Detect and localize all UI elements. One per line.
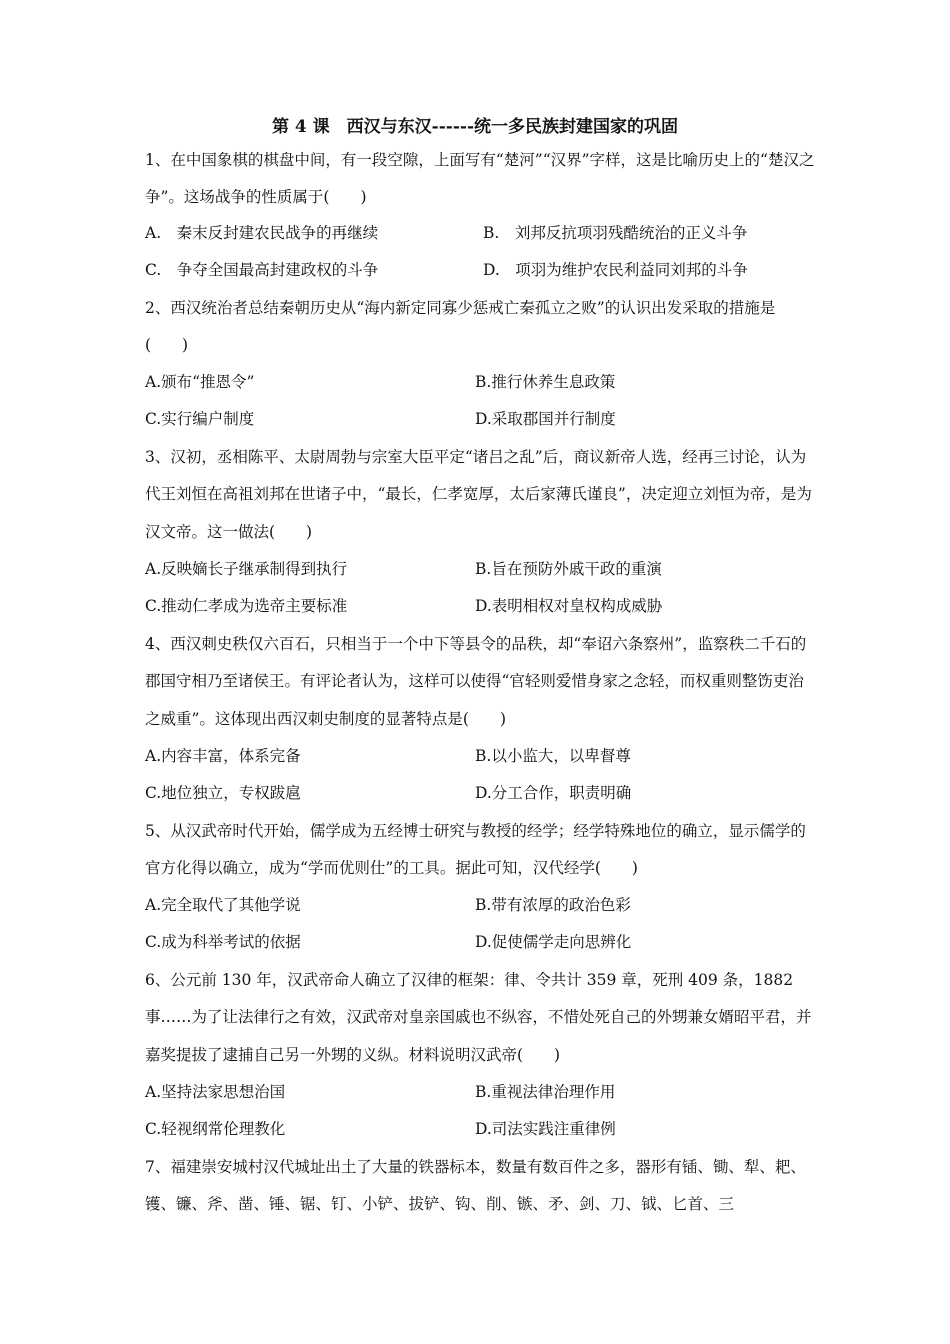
question-3-options-row-2 [145, 588, 815, 625]
question-2-options-row-1 [145, 364, 815, 401]
question-3-option-d: D.表明相权对皇权构成威胁 [475, 597, 663, 615]
question-1-options-row-2 [145, 252, 815, 289]
question-5-option-a: A.完全取代了其他学说 [145, 896, 301, 914]
question-5-stem: 5、从汉武帝时代开始，儒学成为五经博士研究与教授的经学；经学特殊地位的确立，显示儒学的官方化得以确立，成为“学而优则仕”的工具。据此可知，汉代经学( ) [145, 822, 806, 878]
question-4-options-row-2 [145, 775, 815, 812]
question-1-option-d: D. 项羽为维护农民利益同刘邦的斗争 [483, 261, 748, 279]
question-3-stem: 3、汉初，丞相陈平、太尉周勃与宗室大臣平定“诸吕之乱”后，商议新帝人选，经再三讨论，认为代王刘恒在高祖刘邦在世诸子中，“最长，仁孝宽厚，太后家薄氏谨良”，决定迎立刘恒为帝，是为汉文帝。这一做法( ) [145, 448, 812, 541]
question-5-option-c: C.成为科举考试的依据 [145, 933, 301, 951]
question-3-option-a: A.反映嫡长子继承制得到执行 [145, 560, 348, 578]
question-5-option-d: D.促使儒学走向思辨化 [475, 933, 632, 951]
question-4-option-b: B.以小监大，以卑督尊 [475, 747, 631, 765]
question-1-option-b: B. 刘邦反抗项羽残酷统治的正义斗争 [483, 224, 748, 242]
question-3-option-b: B.旨在预防外戚干政的重演 [475, 560, 662, 578]
question-2-options-row-2 [145, 401, 815, 438]
question-1-option-c: C. 争夺全国最高封建政权的斗争 [145, 261, 379, 279]
question-6-option-a: A.坚持法家思想治国 [145, 1083, 286, 1101]
question-4-option-d: D.分工合作，职责明确 [475, 784, 632, 802]
question-1-options-row-1 [145, 215, 815, 252]
lesson-title: 第 4 课 西汉与东汉------统一多民族封建国家的巩固 [272, 117, 678, 137]
question-4-options-row-1 [145, 738, 815, 775]
question-2-option-b: B.推行休养生息政策 [475, 373, 616, 391]
question-6-option-b: B.重视法律治理作用 [475, 1083, 616, 1101]
question-4-option-c: C.地位独立，专权跋扈 [145, 784, 301, 802]
question-6-option-d: D.司法实践注重律例 [475, 1120, 616, 1138]
question-6-option-c: C.轻视纲常伦理教化 [145, 1120, 286, 1138]
question-4-stem: 4、西汉刺史秩仅六百石，只相当于一个中下等县令的品秩，却“奉诏六条察州”，监察秩二千石的郡国守相乃至诸侯王。有评论者认为，这样可以使得“官轻则爱惜身家之念轻，而权重则整饬吏治之威重”。这体现出西汉刺史制度的显著特点是( ) [145, 635, 807, 728]
question-3-options-row-1 [145, 551, 815, 588]
question-5-option-b: B.带有浓厚的政治色彩 [475, 896, 631, 914]
question-2-option-d: D.采取郡国并行制度 [475, 410, 616, 428]
question-6-options-row-2 [145, 1111, 815, 1148]
question-6-options-row-1 [145, 1074, 815, 1111]
question-7-stem: 7、福建崇安城村汉代城址出土了大量的铁器标本，数量有数百件之多，器形有锸、锄、犁、耙、镬、镰、斧、凿、锤、锯、钉、小铲、拔铲、钩、削、镞、矛、剑、刀、钺、匕首、三 [145, 1158, 806, 1214]
question-4-option-a: A.内容丰富，体系完备 [145, 747, 301, 765]
question-2-stem: 2、西汉统治者总结秦朝历史从“海内新定同寡少惩戒亡秦孤立之败”的认识出发采取的措施是( ) [145, 299, 776, 355]
question-2-option-c: C.实行编户制度 [145, 410, 255, 428]
question-3-option-c: C.推动仁孝成为选帝主要标准 [145, 597, 348, 615]
question-6-stem: 6、公元前 130 年，汉武帝命人确立了汉律的框架：律、令共计 359 章，死刑 409 条，1882 事……为了让法律行之有效，汉武帝对皇亲国戚也不纵容，不惜处死自己的外甥兼女婿昭平君，并嘉奖提拔了逮捕自己另一外甥的义纵。材料说明汉武帝( ) [145, 971, 812, 1064]
question-1-stem: 1、在中国象棋的棋盘中间，有一段空隙，上面写有“楚河”“汉界”字样，这是比喻历史上的“楚汉之争”。这场战争的性质属于( ) [145, 151, 815, 207]
question-5-options-row-1 [145, 887, 815, 924]
question-1-option-a: A. 秦末反封建农民战争的再继续 [145, 224, 379, 242]
question-5-options-row-2 [145, 924, 815, 961]
question-2-option-a: A.颁布“推恩令” [145, 373, 255, 391]
